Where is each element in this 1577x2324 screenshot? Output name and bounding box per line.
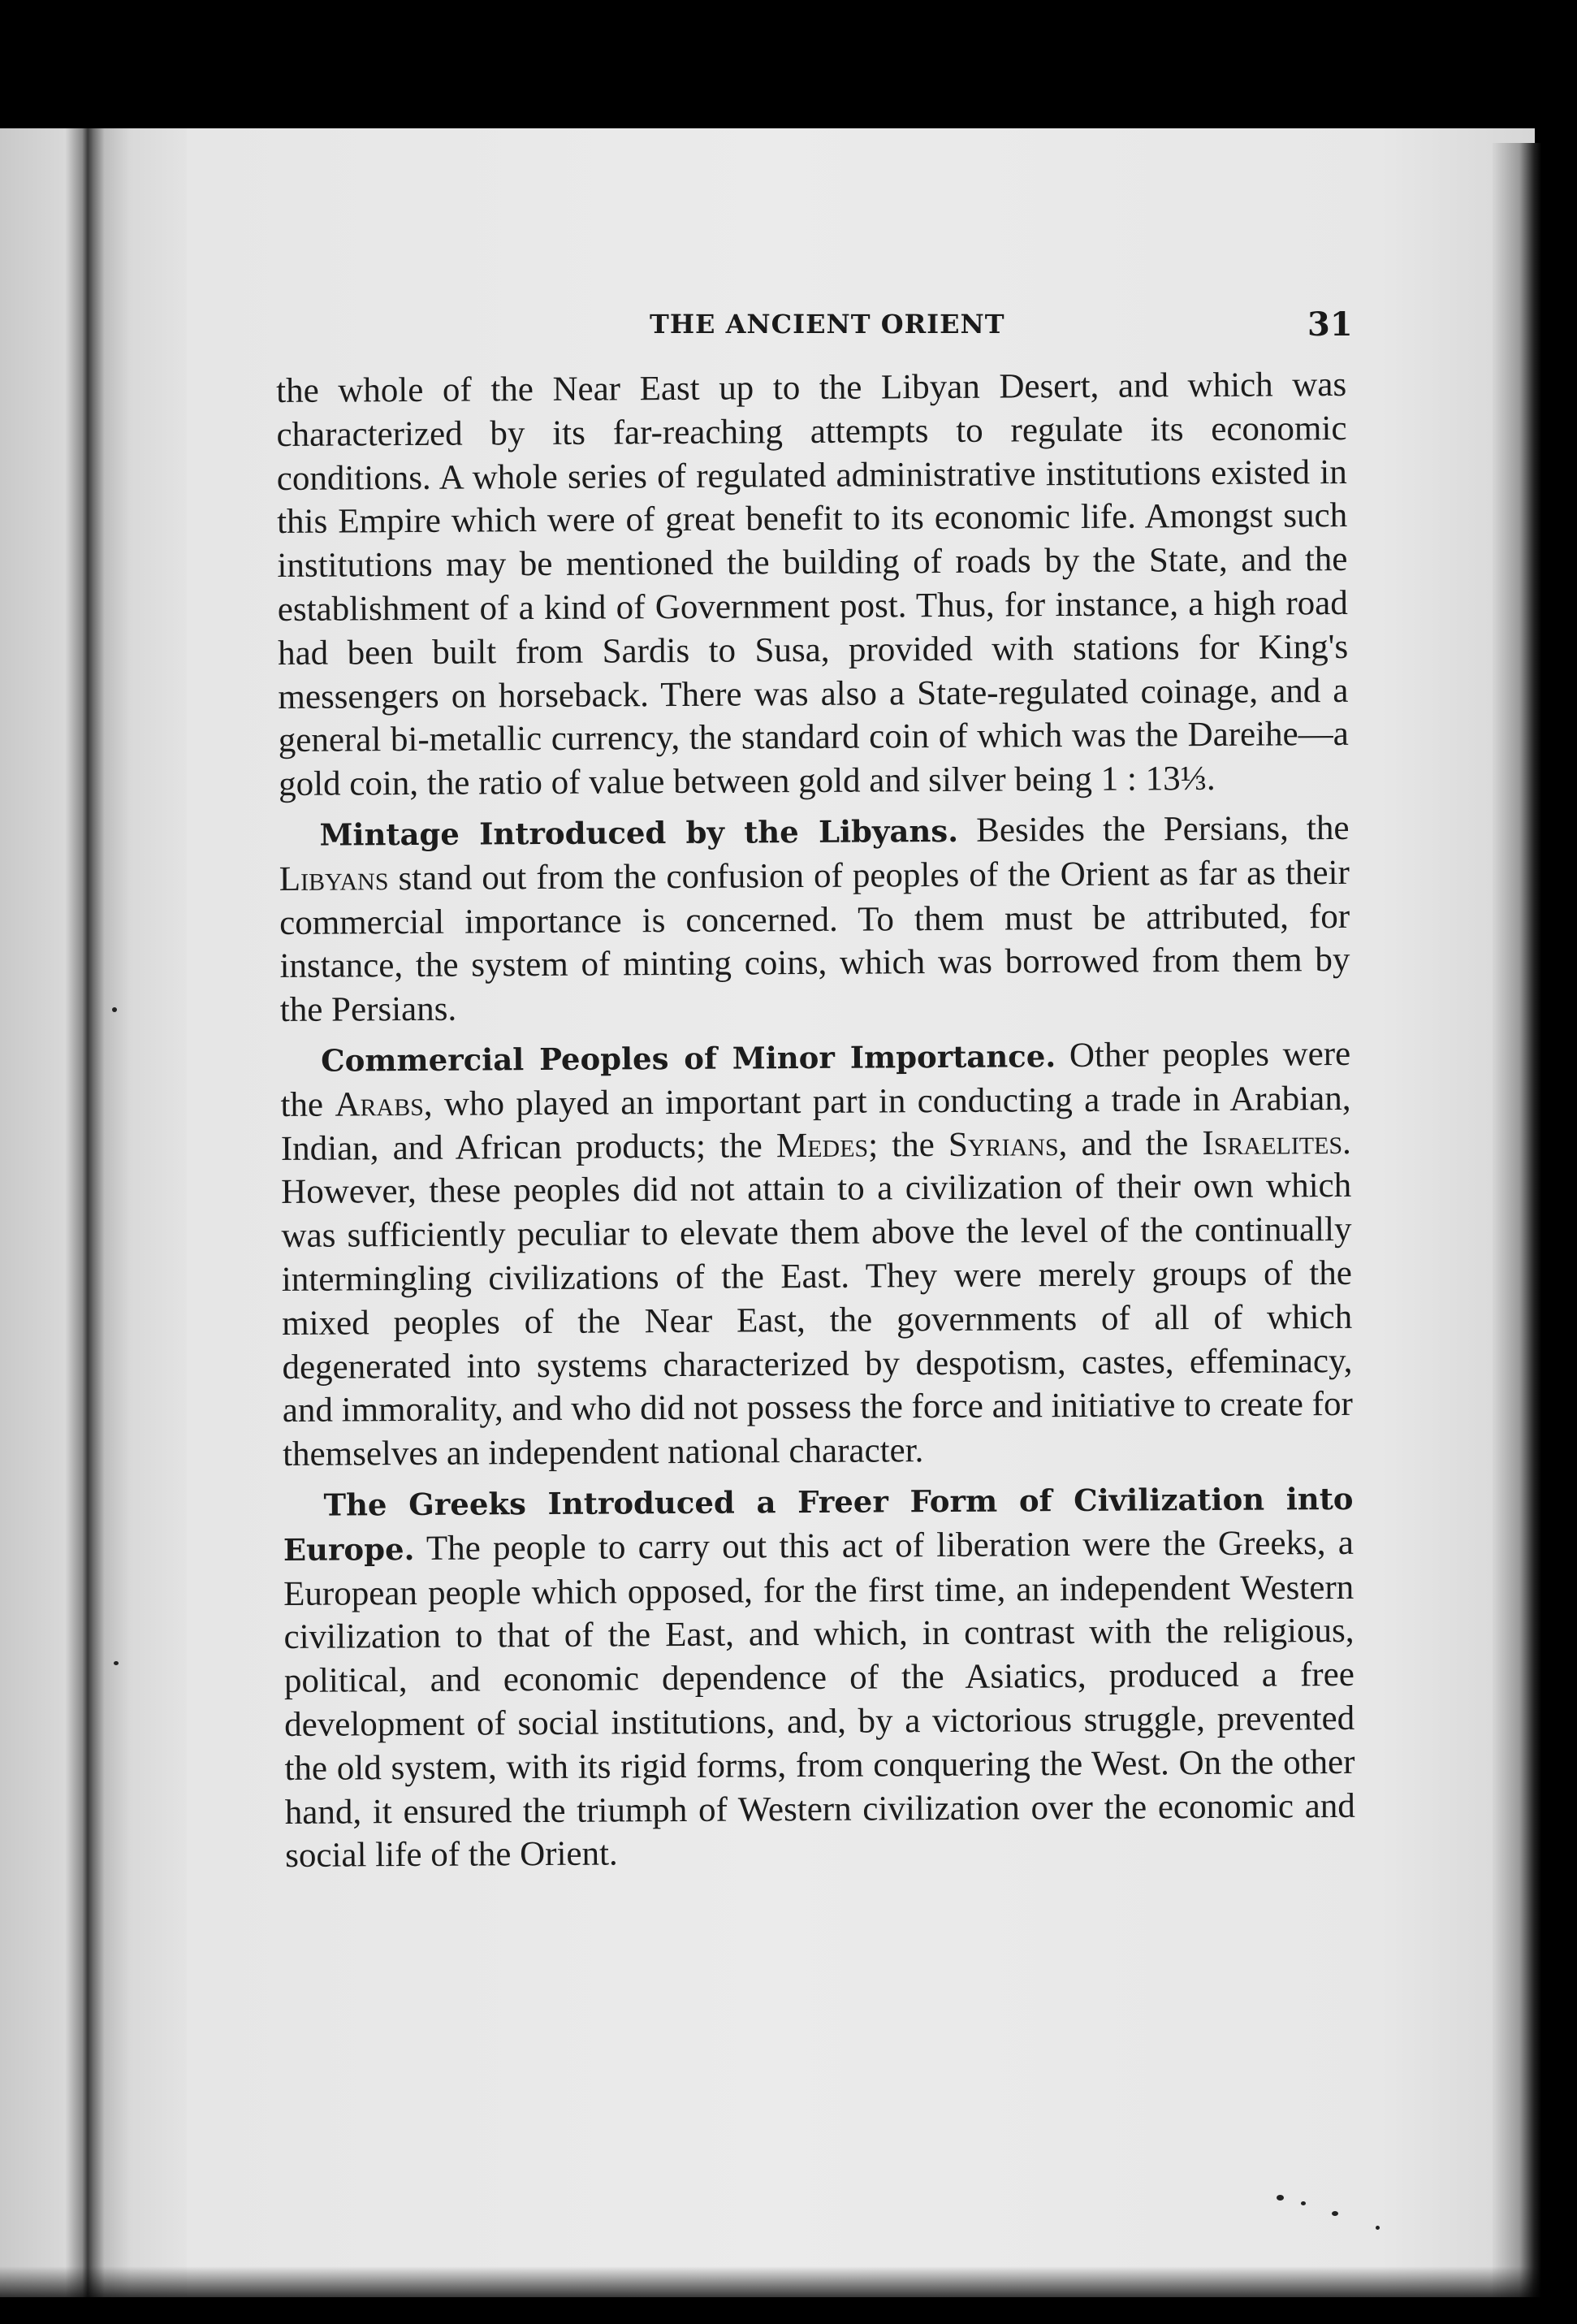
book-gutter [0,128,187,2297]
small-caps-medes: Medes [776,1126,869,1165]
page-number: 31 [1307,305,1353,344]
ink-speck [1301,2201,1306,2205]
paragraph-text: The people to carry out this act of liberation were the Greeks, a European people which opposed, for the first time, an independent Western civilization to that of the East, and which, in contrast with the religious, political, and economic dependence of the Asiatics, produced a free development of social institutions, and, by a victorious struggle, prevented the old system, with its rigid forms, from conquering the West. On the other hand, it ensured the triumph of Western civilization over the economic and social life of the Orient. [283,1523,1355,1876]
paragraph-greeks [283,1477,1355,1878]
running-head: THE ANCIENT ORIENT [650,309,1005,340]
bottom-shadow [0,2266,1577,2324]
ink-speck [1277,2195,1284,2201]
paragraph-libyans [279,807,1350,1032]
section-heading-minor-peoples: Commercial Peoples of Minor Importance. [321,1038,1056,1079]
paragraph-minor-peoples [280,1032,1353,1477]
ink-speck [114,1661,119,1665]
paragraph-text: the whole of the Near East up to the Libyan Desert, and which was characterized by its far-reaching attempts to regulate its economic conditions. A whole series of regulated administrative institutions existed in this Empire which were of great benefit to its economic life. Amongst such institutions may be mentioned the building of roads by the State, and the establishment of a kind of Government post. Thus, for instance, a high road had been built from Sardis to Susa, provided with stations for King's messengers on horseback. There was also a State-regulated coinage, and a general bi-metallic currency, the standard coin of which was the Dareihe—a gold coin, the ratio of value between gold and silver being 1 : 13⅓. [276,365,1349,804]
paragraph-text: Other peoples were the [280,1034,1351,1124]
paragraph-text: , and the [1058,1123,1203,1163]
small-caps-libyans: Libyans [279,859,389,898]
body-text [276,363,1355,1878]
section-heading-libyans: Mintage Introduced by the Libyans. [319,812,959,853]
ink-speck [112,1007,117,1012]
paragraph-text: . However, these peoples did not attain to a civilization of their own which was sufficiently peculiar to elevate them above the level of the continually intermingling civilizations of the East. They were merely groups of the mixed peoples of the Near East, the governments of all of which degenerated into systems characterized by despotism, castes, effeminacy, and immorality, and who did not possess the force and initiative to create for themselves an independent national character. [281,1123,1353,1474]
small-caps-arabs: Arabs [335,1084,424,1124]
paragraph-text: , who played an important part in conducting a trade in Arabian, Indian, and African products; the [280,1079,1351,1168]
paragraph-text: stand out from the confusion of peoples of the Orient as far as their commercial importance is concerned. To them must be attributed, for instance, the system of minting coins, which was borrowed from them by the Persians. [279,853,1350,1030]
paragraph-text: ; the [867,1125,949,1165]
ink-speck [1332,2211,1338,2216]
section-heading-greeks: The Greeks Introduced a Freer Form of Civilization into Europe. [283,1480,1354,1568]
small-caps-syrians: Syrians [948,1124,1059,1164]
paragraph-text: Besides the Persians, the [957,808,1350,850]
page-edge-shadow [1493,143,1541,2297]
ink-speck [1376,2226,1380,2230]
small-caps-israelites: Israelites [1202,1123,1343,1162]
paragraph-continuation [276,363,1349,807]
